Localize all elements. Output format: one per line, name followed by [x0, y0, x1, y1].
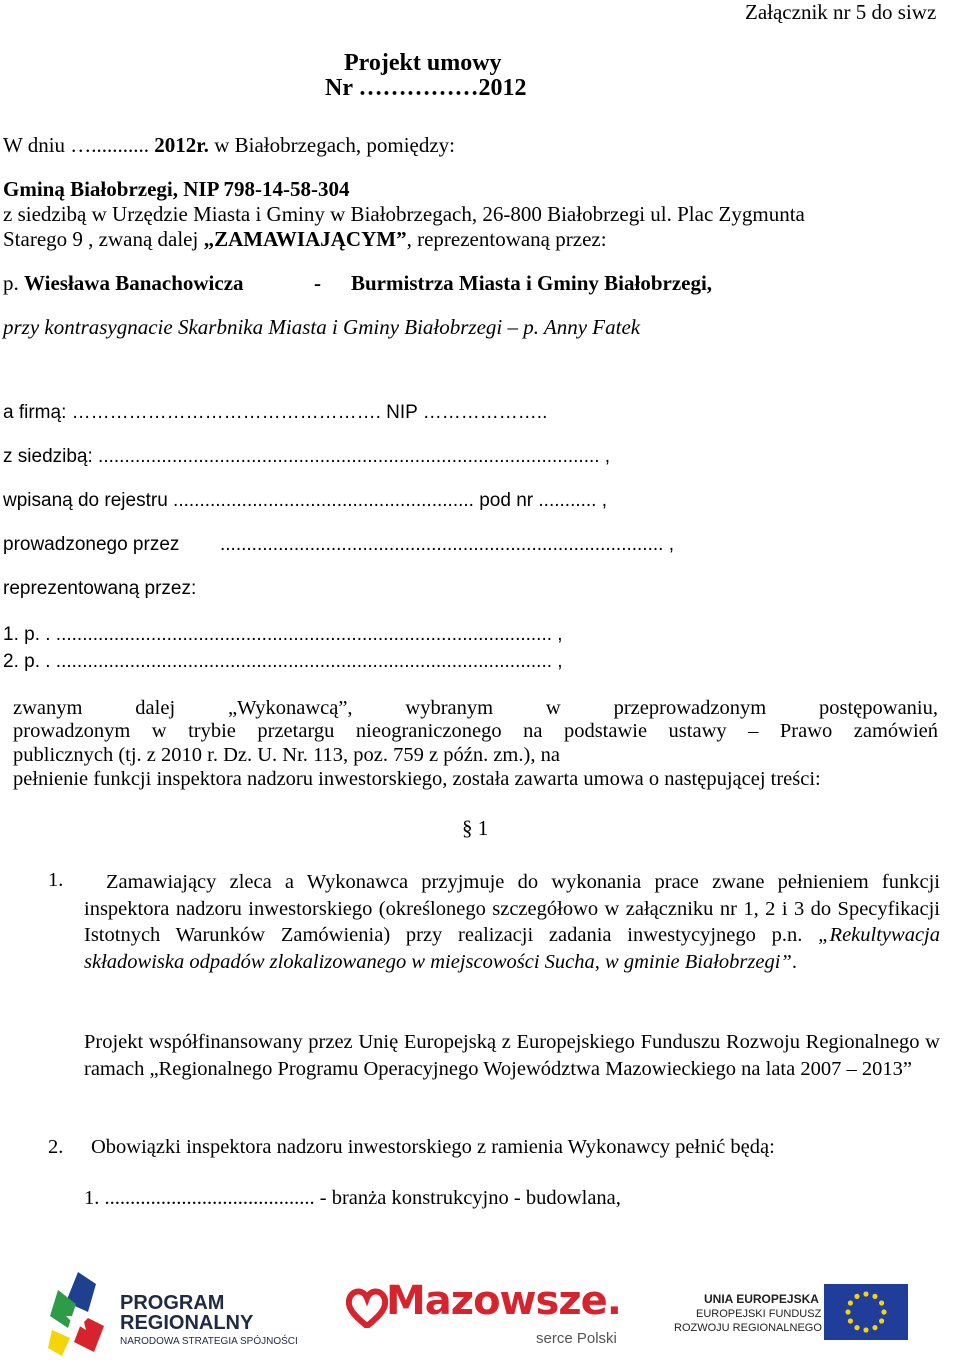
eu-line1: UNIA EUROPEJSKA — [704, 1292, 819, 1306]
date-line — [3, 133, 455, 158]
program-line1: PROGRAM — [120, 1292, 225, 1314]
item1-end: . — [791, 950, 797, 973]
party-seat-line2 — [3, 227, 607, 252]
countersign-line — [3, 315, 640, 340]
called-line1: zwanym dalej „Wykonawcą”, wybranym w przeprowadzonym postępowaniu, — [13, 697, 938, 719]
item2-text: Obowiązki inspektora nadzoru inwestorskiego z ramienia Wykonawcy pełnić będą: — [91, 1136, 775, 1158]
program-line3: NARODOWA STRATEGIA SPÓJNOŚCI — [120, 1336, 298, 1347]
contractor-kept — [3, 534, 674, 556]
star-mark-icon — [48, 1272, 108, 1356]
item1-task-name: „Rekultywacja składowiska odpadów zlokalizowanego w miejscowości Sucha, w gminie Białobrzegi” — [84, 924, 940, 973]
mazowsze-tagline: serce Polski — [536, 1330, 617, 1347]
mazowsze-wordmark: Mazowsze. — [386, 1278, 621, 1324]
contractor-firm: a firmą: …………………………………………. NIP ……………….. — [3, 402, 548, 423]
contractor-rep2: 2. p. . .............................................................................................. , — [3, 651, 563, 672]
rep-dash: - — [314, 271, 321, 295]
contractor-rep-label: reprezentowaną przez: — [3, 578, 197, 599]
date-year: 2012r. — [154, 133, 209, 157]
document-title-line1: Projekt umowy — [344, 50, 502, 76]
eu-line2: EUROPEJSKI FUNDUSZ — [696, 1308, 822, 1320]
cofund-text: Projekt współfinansowany przez Unię Europejską z Europejskiego Funduszu Rozwoju Regionalnego w ramach „Regionalnego Programu Operacyjnego Województwa Mazowieckiego na lata 2007 – 2013” — [84, 1031, 940, 1080]
item2-number: 2. — [48, 1136, 64, 1158]
section-heading: § 1 — [462, 816, 489, 840]
program-regionalny-logo — [48, 1268, 318, 1358]
eu-flag-icon — [824, 1284, 908, 1340]
rep-prefix: p. — [3, 271, 24, 295]
annex-label: Załącznik nr 5 do siwz — [745, 0, 937, 24]
rep-role: Burmistrza Miasta i Gminy Białobrzegi, — [351, 271, 713, 295]
item1-text — [84, 869, 940, 975]
date-suffix: w Białobrzegach, pomiędzy: — [208, 133, 456, 157]
register-nr-dots: ........... , — [538, 490, 608, 511]
mazowsze-logo — [346, 1276, 646, 1356]
document-number-text: Nr ……………2012 — [325, 75, 527, 101]
register-label: wpisaną do rejestru — [3, 490, 174, 511]
called-line3: publicznych (tj. z 2010 r. Dz. U. Nr. 113, poz. 759 z późn. zm.), na — [13, 744, 560, 766]
contractor-seat: z siedzibą: ............................................................................................... , — [3, 446, 611, 467]
countersign-text: przy kontrasygnacie Skarbnika Miasta i Gminy Białobrzegi – p. Anny Fatek — [3, 315, 641, 339]
item1-body: Zamawiający zleca a Wykonawca przyjmuje do wykonania prace zwane pełnieniem funkcji inspektora nadzoru inwestorskiego (określonego szczegółowo w załączniku nr 1, 2 i 3 do Specyfikacji Istotnych Warunków Zamówienia) przy realizacji zadania inwestycyjnego p.n. — [84, 871, 940, 946]
eu-logo — [670, 1282, 915, 1352]
item1-number: 1. — [48, 869, 64, 891]
called-line4: pełnienie funkcji inspektora nadzoru inwestorskiego, została zawarta umowa o następującej treści: — [13, 768, 821, 790]
representative-line — [3, 271, 763, 296]
contractor-register — [3, 490, 607, 512]
document-title — [344, 50, 502, 77]
footer-logos — [0, 1268, 960, 1368]
date-prefix: W dniu …........... — [3, 133, 155, 157]
seat-pre: Starego 9 , zwaną dalej — [3, 227, 204, 251]
program-line2: REGIONALNY — [120, 1312, 254, 1334]
contractor-rep1: 1. p. . .............................................................................................. , — [3, 624, 563, 645]
party-name: Gminą Białobrzegi, NIP 798-14-58-304 — [3, 177, 350, 201]
party-seat-line1: z siedzibą w Urzędzie Miasta i Gminy w Białobrzegach, 26-800 Białobrzegi ul. Plac Zygmunta — [3, 202, 805, 226]
register-dots: ......................................................... — [173, 490, 474, 511]
register-nr: pod nr — [473, 490, 539, 511]
sub-item1: 1. ......................................... - branża konstrukcyjno - budowlana, — [84, 1187, 621, 1209]
document-number — [325, 75, 527, 102]
kept-dots: .................................................................................... , — [220, 534, 674, 555]
heart-icon — [346, 1288, 388, 1328]
seat-post: , reprezentowaną przez: — [406, 227, 607, 251]
ordering-party-term: „ZAMAWIAJĄCYM” — [203, 227, 407, 251]
rep-name: Wiesława Banachowicza — [24, 271, 244, 295]
kept-label: prowadzonego przez — [3, 534, 180, 555]
eu-line3: ROZWOJU REGIONALNEGO — [674, 1322, 822, 1334]
called-line2: prowadzonym w trybie przetargu nieograniczonego na podstawie ustawy – Prawo zamówień — [13, 720, 938, 742]
